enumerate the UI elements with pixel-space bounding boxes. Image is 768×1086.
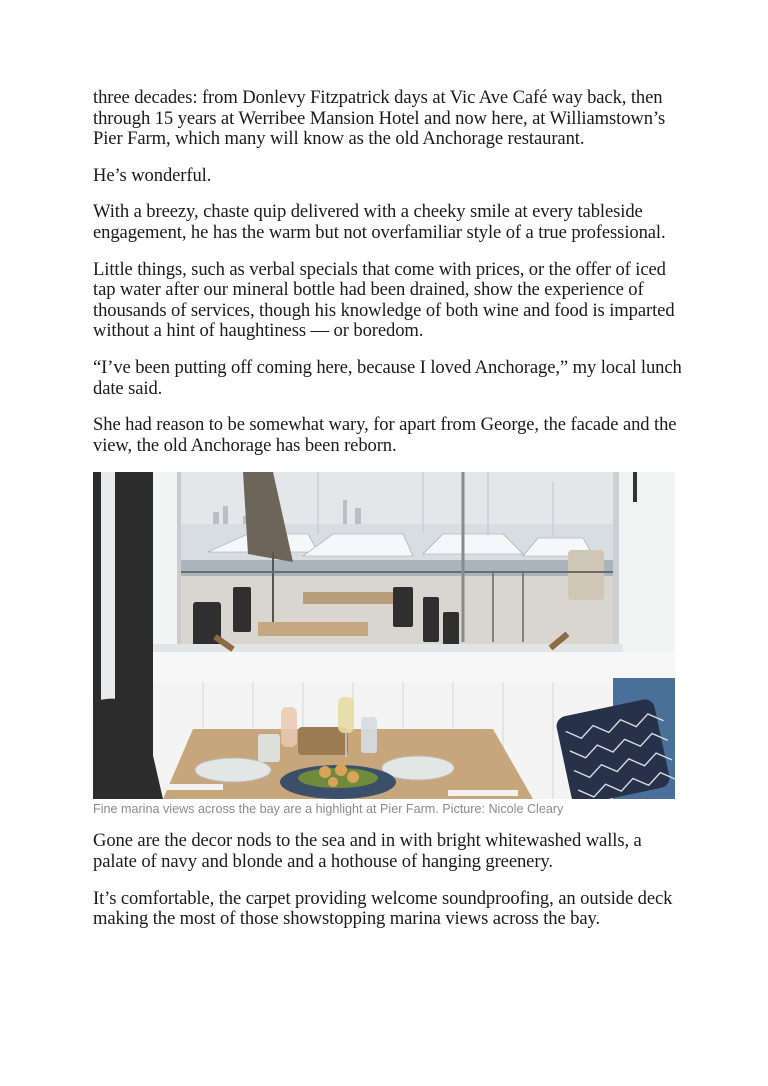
paragraph: three decades: from Donlevy Fitzpatrick days at Vic Ave Café way back, then through 15 years at Werribee Mansion Hotel and now here, at Williamstown’s Pier Farm, which many will know as the old Anchorage restaurant. <box>93 87 666 150</box>
photo-caption: Fine marina views across the bay are a highlight at Pier Farm. Picture: Nicole Cleary <box>93 802 564 817</box>
restaurant-photo <box>93 472 675 799</box>
paragraph: “I’ve been putting off coming here, because I loved Anchorage,” my local lunch date said. <box>93 356 682 399</box>
paragraph: It’s comfortable, the carpet providing welcome soundproofing, an outside deck making the most of those showstopping marina views across the bay. <box>93 887 673 930</box>
paragraph: With a breezy, chaste quip delivered with a cheeky smile at every tableside engagement, he has the warm but not overfamiliar style of a true professional. <box>93 201 666 243</box>
article-body <box>93 88 683 946</box>
paragraph: Gone are the decor nods to the sea and in with bright whitewashed walls, a palate of navy and blonde and a hothouse of hanging greenery. <box>93 830 642 872</box>
article-figure <box>93 472 675 817</box>
paragraph: She had reason to be somewhat wary, for apart from George, the facade and the view, the old Anchorage has been reborn. <box>93 414 677 456</box>
paragraph: He’s wonderful. <box>93 164 212 186</box>
paragraph: Little things, such as verbal specials that come with prices, or the offer of iced tap water after our mineral bottle had been drained, show the experience of thousands of services, though his knowledge of both wine and food is imparted without a hint of haughtiness — or boredom. <box>93 258 675 342</box>
